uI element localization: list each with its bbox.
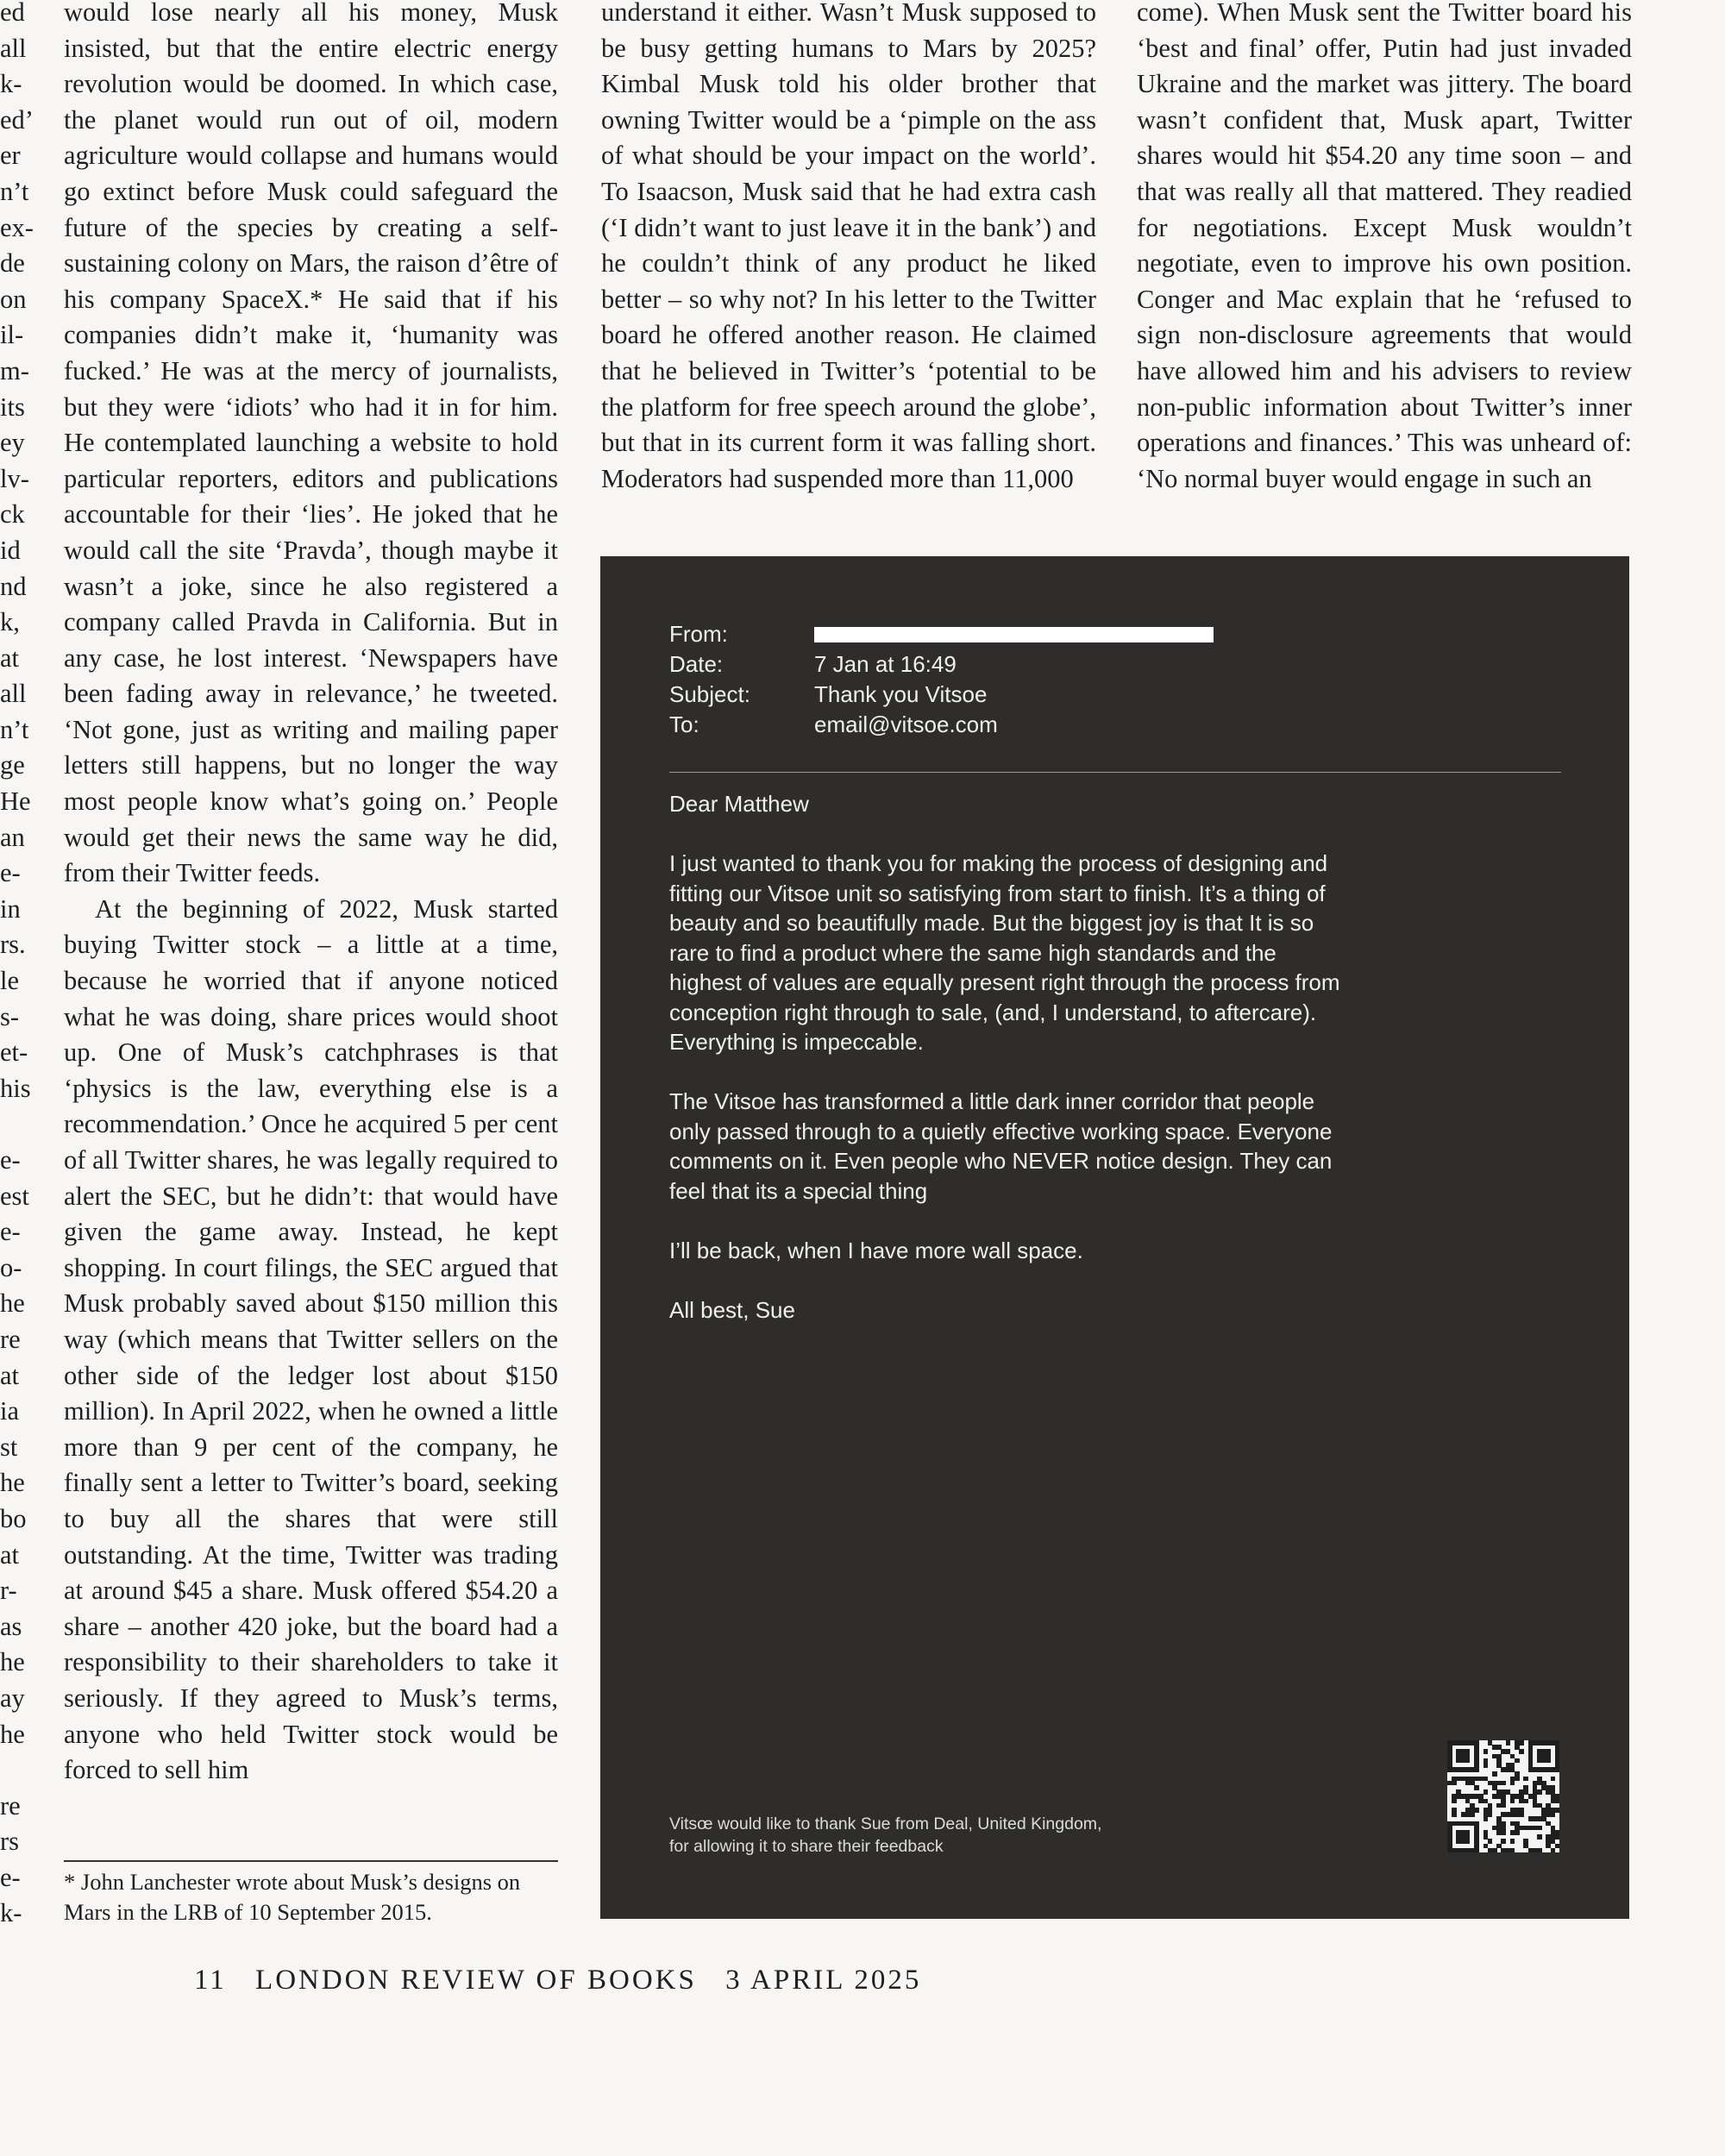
column-2-paragraph: understand it either. Wasn’t Musk supposed to be busy getting humans to Mars by 2025? Kimbal Musk told his older brother that owning Twitter would be a ‘pimple on the ass of what should be your impact on the world’. To Isaacson, Musk said that he had extra cash (‘I didn’t want to just leave it in the bank’) and he couldn’t think of any product he liked better – so why not? In his letter to the Twitter board he offered another reason. He claimed that he believed in Twitter’s ‘potential to be the platform for free speech around the globe’, but that in its current form it was falling short. Moderators had suspended more than 11,000 bbox=[601, 0, 1096, 493]
qr-module bbox=[1484, 1749, 1489, 1754]
column-edge-fragment: e- bbox=[0, 1217, 21, 1247]
email-signoff: All best, Sue bbox=[669, 1296, 795, 1323]
column-edge-fragment: re bbox=[0, 1324, 21, 1354]
qr-module bbox=[1515, 1777, 1520, 1782]
qr-module bbox=[1452, 1799, 1457, 1804]
article-column-1 bbox=[64, 0, 558, 1789]
qr-module bbox=[1465, 1758, 1471, 1764]
column-edge-fragment: est bbox=[0, 1181, 29, 1211]
qr-module bbox=[1465, 1839, 1471, 1844]
column-edge-fragment bbox=[0, 1106, 28, 1143]
column-edge-fragment: r- bbox=[0, 1576, 17, 1606]
column-edge-fragment: ex- bbox=[0, 212, 34, 242]
qr-module bbox=[1510, 1848, 1515, 1853]
from-label: From: bbox=[669, 621, 728, 647]
vitsoe-advert bbox=[600, 556, 1629, 1919]
qr-module bbox=[1537, 1826, 1542, 1831]
date-row bbox=[669, 649, 1214, 680]
column-edge-fragment: nd bbox=[0, 571, 27, 601]
qr-module bbox=[1474, 1785, 1479, 1790]
qr-module bbox=[1551, 1777, 1556, 1782]
page-number: 11 bbox=[194, 1965, 227, 1996]
column-1-paragraph-2: At the beginning of 2022, Musk started buying Twitter stock – a little at a time, because he worried that if anyone noticed what he was doing, share prices would shoot up. One of Musk’s catchphrases is that ‘physics is the law, everything else is a recommendation.’ Once he acquired 5 per cent of all Twitter shares, he was legally required to alert the SEC, but he didn’t: that would have given the game away. Instead, he kept shopping. In court filings, the SEC argued that Musk probably saved about $150 million this way (which means that Twitter sellers on the other side of the ledger lost about $150 million). In April 2022, when he owned a little more than 9 per cent of the company, he finally sent a letter to Twitter’s board, seeking to buy all the shares that were still outstanding. At the time, Twitter was trading at around $45 a share. Musk offered $54.20 a share – another 420 joke, but the board had a responsibility to their shareholders to take it seriously. If they agreed to Musk’s terms, anyone who held Twitter stock would be forced to sell him bbox=[64, 893, 558, 1785]
qr-module bbox=[1492, 1771, 1497, 1777]
column-edge-fragment: all bbox=[0, 679, 27, 709]
column-edge-fragment: he bbox=[0, 1288, 25, 1319]
subject-value: Thank you Vitsoe bbox=[814, 681, 988, 707]
qr-module bbox=[1452, 1781, 1457, 1786]
qr-module bbox=[1519, 1740, 1524, 1745]
qr-module bbox=[1551, 1848, 1556, 1853]
column-3-paragraph: come). When Musk sent the Twitter board his ‘best and final’ offer, Putin had just invaded Ukraine and the market was jittery. The board wasn’t confident that, Musk apart, Twitter shares would hit $54.20 any time soon – and that was really all that mattered. They readied for negotiations. Except Musk wouldn’t negotiate, even to improve his own position. Conger and Mac explain that he ‘refused to sign non-disclosure agreements that would have allowed him and his advisers to review non-public information about Twitter’s inner operations and finances.’ This was unheard of: ‘No normal buyer would engage in such an bbox=[1137, 0, 1632, 493]
article-column-3 bbox=[1137, 0, 1632, 497]
column-edge-fragment: re bbox=[0, 1790, 21, 1821]
qr-module bbox=[1470, 1812, 1475, 1817]
email-paragraph-1: I just wanted to thank you for making the process of designing and fitting our Vitsoe unit so satisfying from start to finish. It’s a thing of beauty and so beautifully made. But the biggest joy is that It is so rare to find a product where the same high standards and the highest of values are equally present right through the process from conception right through to sale, (and, I understand, to aftercare). Everything is impeccable. bbox=[669, 850, 1340, 1055]
footnote: * John Lanchester wrote about Musk’s designs on Mars in the LRB of 10 September 2015. bbox=[64, 1869, 521, 1925]
column-edge-fragment: bo bbox=[0, 1503, 27, 1533]
column-edge-fragment: at bbox=[0, 1360, 20, 1390]
column-edge-fragment: e- bbox=[0, 1145, 21, 1175]
issue-date: 3 APRIL 2025 bbox=[725, 1965, 922, 1996]
qr-module bbox=[1492, 1848, 1497, 1853]
column-edge-fragment: s- bbox=[0, 1001, 20, 1031]
column-edge-fragment: n’t bbox=[0, 714, 29, 744]
qr-module bbox=[1537, 1834, 1542, 1839]
column-edge-fragment: k- bbox=[0, 69, 22, 99]
qr-module bbox=[1484, 1763, 1489, 1768]
qr-module bbox=[1510, 1781, 1515, 1786]
column-edge-fragment: lv- bbox=[0, 463, 29, 493]
qr-module bbox=[1537, 1848, 1542, 1853]
qr-module bbox=[1501, 1839, 1506, 1844]
column-edge-fragment bbox=[0, 1752, 28, 1789]
footnote-rule bbox=[64, 1860, 558, 1862]
qr-module bbox=[1474, 1808, 1479, 1813]
publication-name: LONDON REVIEW OF BOOKS bbox=[255, 1965, 697, 1996]
column-edge-fragment: e- bbox=[0, 858, 21, 888]
qr-module bbox=[1506, 1740, 1511, 1745]
advert-credit bbox=[669, 1813, 1101, 1858]
column-edge-fragment: m- bbox=[0, 355, 29, 385]
qr-module bbox=[1555, 1808, 1560, 1813]
page-footer bbox=[194, 1965, 940, 1996]
redacted-sender bbox=[814, 627, 1214, 642]
date-value: 7 Jan at 16:49 bbox=[814, 651, 957, 677]
column-edge-fragment: st bbox=[0, 1432, 18, 1462]
column-1-paragraph-1: would lose nearly all his money, Musk insisted, but that the entire electric energy revolution would be doomed. In which case, the planet would run out of oil, modern agriculture would collapse and humans would go extinct before Musk could safeguard the future of the species by creating a self-sustaining colony on Mars, the raison d’être of his company SpaceX.* He said that if his companies didn’t make it, ‘humanity was fucked.’ He was at the mercy of journalists, but they were ‘idiots’ who had it in for him. He contemplated launching a website to hold particular reporters, editors and publications accountable for their ‘lies’. He joked that he would call the site ‘Pravda’, though maybe it wasn’t a joke, since he also registered a company called Pravda in California. But in any case, he lost interest. ‘Newspapers have been fading away in relevance,’ he tweeted. ‘Not gone, just as writing and mailing paper letters still happens, but no longer the way most people know what’s going on.’ People would get their news the same way he did, from their Twitter feeds. bbox=[64, 0, 558, 888]
column-edge-fragment: ge bbox=[0, 750, 25, 780]
to-label: To: bbox=[669, 711, 699, 737]
column-edge-fragment: o- bbox=[0, 1252, 22, 1282]
column-edge-fragment: its bbox=[0, 392, 25, 422]
email-header bbox=[669, 619, 1214, 740]
email-body bbox=[669, 789, 1342, 1355]
qr-module bbox=[1519, 1812, 1524, 1817]
qr-module bbox=[1515, 1830, 1520, 1835]
from-row bbox=[669, 619, 1214, 649]
column-edge-fragment: e- bbox=[0, 1862, 21, 1892]
column-edge-fragment: at bbox=[0, 1539, 20, 1570]
qr-module bbox=[1484, 1789, 1489, 1795]
qr-module bbox=[1488, 1839, 1493, 1844]
advert-credit-line-1: Vitsœ would like to thank Sue from Deal, United Kingdom, bbox=[669, 1814, 1102, 1833]
to-value: email@vitsoe.com bbox=[814, 711, 998, 737]
column-edge-fragment: k- bbox=[0, 1898, 22, 1928]
column-edge-fragment: le bbox=[0, 966, 20, 996]
advert-credit-line-2: for allowing it to share their feedback bbox=[669, 1837, 944, 1856]
email-greeting: Dear Matthew bbox=[669, 791, 809, 817]
qr-module bbox=[1452, 1812, 1457, 1817]
qr-module bbox=[1488, 1812, 1493, 1817]
qr-module bbox=[1501, 1781, 1506, 1786]
qr-module bbox=[1555, 1799, 1560, 1804]
column-edge-fragment: at bbox=[0, 642, 20, 673]
column-edge-fragment: ed bbox=[0, 0, 25, 27]
column-edge-fragment: de bbox=[0, 248, 25, 279]
qr-module bbox=[1501, 1830, 1506, 1835]
email-divider bbox=[669, 772, 1561, 773]
column-edge-fragment: n’t bbox=[0, 176, 29, 206]
qr-module bbox=[1523, 1799, 1528, 1804]
qr-module bbox=[1510, 1839, 1515, 1844]
column-edge-fragment: he bbox=[0, 1647, 25, 1677]
qr-module bbox=[1555, 1834, 1560, 1839]
qr-code[interactable] bbox=[1447, 1740, 1559, 1852]
column-edge-fragment: as bbox=[0, 1611, 22, 1641]
qr-module bbox=[1555, 1844, 1560, 1849]
previous-column-edge bbox=[0, 0, 34, 1932]
column-edge-fragment: er bbox=[0, 141, 21, 171]
column-edge-fragment: He bbox=[0, 787, 31, 817]
email-paragraph-3: I’ll be back, when I have more wall space. bbox=[669, 1237, 1083, 1263]
qr-module bbox=[1551, 1812, 1556, 1817]
column-edge-fragment: ia bbox=[0, 1396, 20, 1426]
qr-module bbox=[1546, 1758, 1551, 1764]
column-edge-fragment: rs. bbox=[0, 930, 26, 960]
date-label: Date: bbox=[669, 651, 724, 677]
column-edge-fragment: ed’ bbox=[0, 104, 34, 135]
article-column-2 bbox=[601, 0, 1096, 497]
column-edge-fragment: rs bbox=[0, 1827, 20, 1857]
to-row bbox=[669, 710, 1214, 740]
qr-module bbox=[1484, 1816, 1489, 1821]
column-edge-fragment: id bbox=[0, 535, 21, 565]
column-edge-fragment: he bbox=[0, 1719, 25, 1749]
qr-module bbox=[1555, 1767, 1560, 1772]
email-paragraph-2: The Vitsoe has transformed a little dark inner corridor that people only passed through to a quietly effective working space. Everyone comments on it. Even people who NEVER notice design. They can feel that its a special thing bbox=[669, 1088, 1333, 1204]
column-edge-fragment: et- bbox=[0, 1037, 28, 1068]
column-edge-fragment: all bbox=[0, 33, 27, 63]
qr-module bbox=[1523, 1777, 1528, 1782]
qr-module bbox=[1515, 1758, 1520, 1764]
column-edge-fragment: his bbox=[0, 1073, 31, 1103]
qr-module bbox=[1474, 1767, 1479, 1772]
column-edge-fragment: ay bbox=[0, 1683, 25, 1713]
column-edge-fragment: k, bbox=[0, 607, 20, 637]
column-edge-fragment: on bbox=[0, 284, 27, 314]
subject-row bbox=[669, 680, 1214, 710]
column-edge-fragment: ck bbox=[0, 499, 25, 530]
qr-module bbox=[1474, 1848, 1479, 1853]
column-edge-fragment: ey bbox=[0, 428, 25, 458]
qr-module bbox=[1510, 1799, 1515, 1804]
subject-label: Subject: bbox=[669, 681, 750, 707]
column-edge-fragment: he bbox=[0, 1468, 25, 1498]
qr-module bbox=[1537, 1789, 1542, 1795]
column-edge-fragment: in bbox=[0, 893, 21, 924]
column-edge-fragment: il- bbox=[0, 320, 24, 350]
qr-module bbox=[1519, 1749, 1524, 1754]
column-edge-fragment: an bbox=[0, 822, 25, 852]
qr-module bbox=[1501, 1803, 1506, 1808]
